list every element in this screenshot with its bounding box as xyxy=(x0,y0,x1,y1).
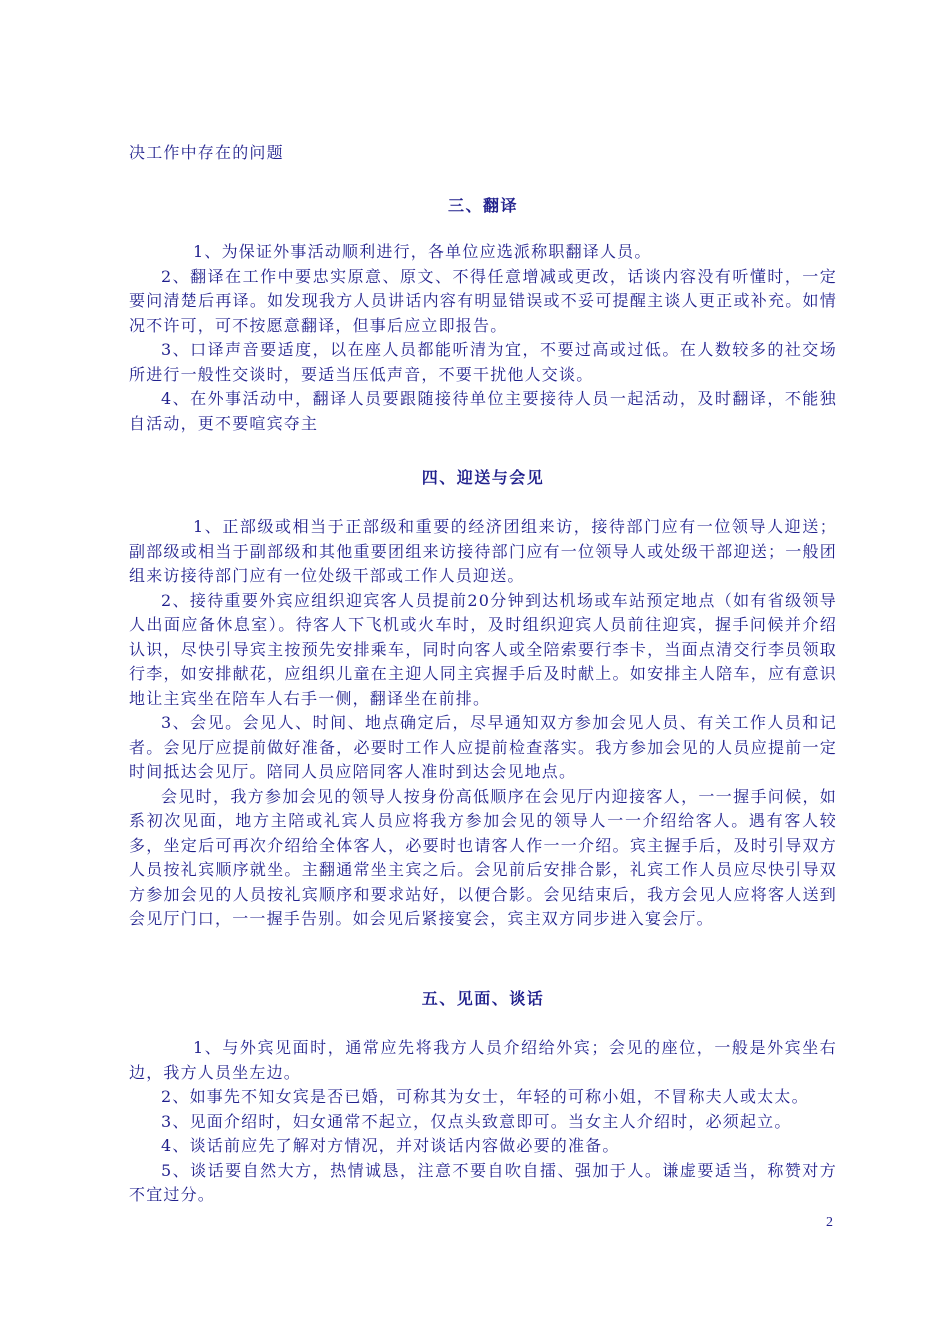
paragraph: 1、与外宾见面时，通常应先将我方人员介绍给外宾；会见的座位，一般是外宾坐右边，我方人员坐左边。 xyxy=(129,1038,837,1082)
paragraph: 会见时，我方参加会见的领导人按身份高低顺序在会见厅内迎接客人，一一握手问候，如系初次见面，地方主陪或礼宾人员应将我方参加会见的领导人一一介绍给客人。遇有客人较多，坐定后可再次介绍给全体客人，必要时也请客人作一一介绍。宾主握手后，及时引导双方人员按礼宾顺序就坐。主翻通常坐主宾之后。会见前后安排合影，礼宾工作人员应尽快引导双方参加会见的人员按礼宾顺序和要求站好，以便合影。会见结束后，我方会见人应将客人送到会见厅门口，一一握手告别。如会见后紧接宴会，宾主双方同步进入宴会厅。 xyxy=(129,786,837,928)
intro-block xyxy=(129,141,837,166)
paragraph: 3、会见。会见人、时间、地点确定后，尽早通知双方参加会见人员、有关工作人员和记者。会见厅应提前做好准备，必要时工作人应提前检查落实。我方参加会见的人员应提前一定时间抵达会见厅。陪同人员应陪同客人准时到达会见地点。 xyxy=(129,713,837,781)
section-heading-reception: 四、迎送与会见 xyxy=(421,468,545,487)
paragraph: 4、在外事活动中，翻译人员要跟随接待单位主要接待人员一起活动，及时翻译，不能独自活动，更不要喧宾夺主 xyxy=(129,389,837,433)
section-heading-translation: 三、翻译 xyxy=(447,196,518,215)
paragraph: 2、如事先不知女宾是否已婚，可称其为女士，年轻的可称小姐，不冒称夫人或太太。 xyxy=(161,1087,809,1106)
section-body-reception xyxy=(129,515,837,932)
intro-line: 决工作中存在的问题 xyxy=(129,143,284,162)
paragraph: 3、口译声音要适度，以在座人员都能听清为宜，不要过高或过低。在人数较多的社交场所进行一般性交谈时，要适当压低声音，不要干扰他人交谈。 xyxy=(129,340,837,384)
paragraph: 2、接待重要外宾应组织迎宾客人员提前20分钟到达机场或车站预定地点（如有省级领导人出面应备休息室）。待客人下飞机或火车时，及时组织迎宾人员前往迎宾，握手问候并介绍认识，尽快引导宾主按预先安排乘车，同时向客人或全陪索要行李卡，当面点清交行李员领取行李，如安排献花，应组织儿童在主迎人同主宾握手后及时献上。如安排主人陪车，应有意识地让主宾坐在陪车人右手一侧，翻译坐在前排。 xyxy=(129,590,837,708)
section-body-meeting xyxy=(129,1036,837,1208)
paragraph: 2、翻译在工作中要忠实原意、原文、不得任意增减或更改，话谈内容没有听懂时，一定要问清楚后再译。如发现我方人员讲话内容有明显错误或不妥可提醒主谈人更正或补充。如情况不许可，可不按愿意翻译，但事后应立即报告。 xyxy=(129,266,837,335)
paragraph: 4、谈话前应先了解对方情况，并对谈话内容做必要的准备。 xyxy=(161,1136,620,1155)
paragraph: 1、为保证外事活动顺利进行，各单位应选派称职翻译人员。 xyxy=(193,242,652,261)
page-number: 2 xyxy=(826,1215,833,1230)
paragraph: 1、正部级或相当于正部级和重要的经济团组来访，接待部门应有一位领导人迎送；副部级或相当于副部级和其他重要团组来访接待部门应有一位领导人或处级干部迎送；一般团组来访接待部门应有一位处级干部或工作人员迎送。 xyxy=(129,517,837,585)
paragraph: 5、谈话要自然大方，热情诚恳，注意不要自吹自擂、强加于人。谦虚要适当，称赞对方不宜过分。 xyxy=(129,1160,837,1204)
section-heading-meeting: 五、见面、谈话 xyxy=(421,989,545,1008)
section-body-translation xyxy=(129,240,837,436)
paragraph: 3、见面介绍时，妇女通常不起立，仅点头致意即可。当女主人介绍时，必须起立。 xyxy=(161,1111,792,1131)
